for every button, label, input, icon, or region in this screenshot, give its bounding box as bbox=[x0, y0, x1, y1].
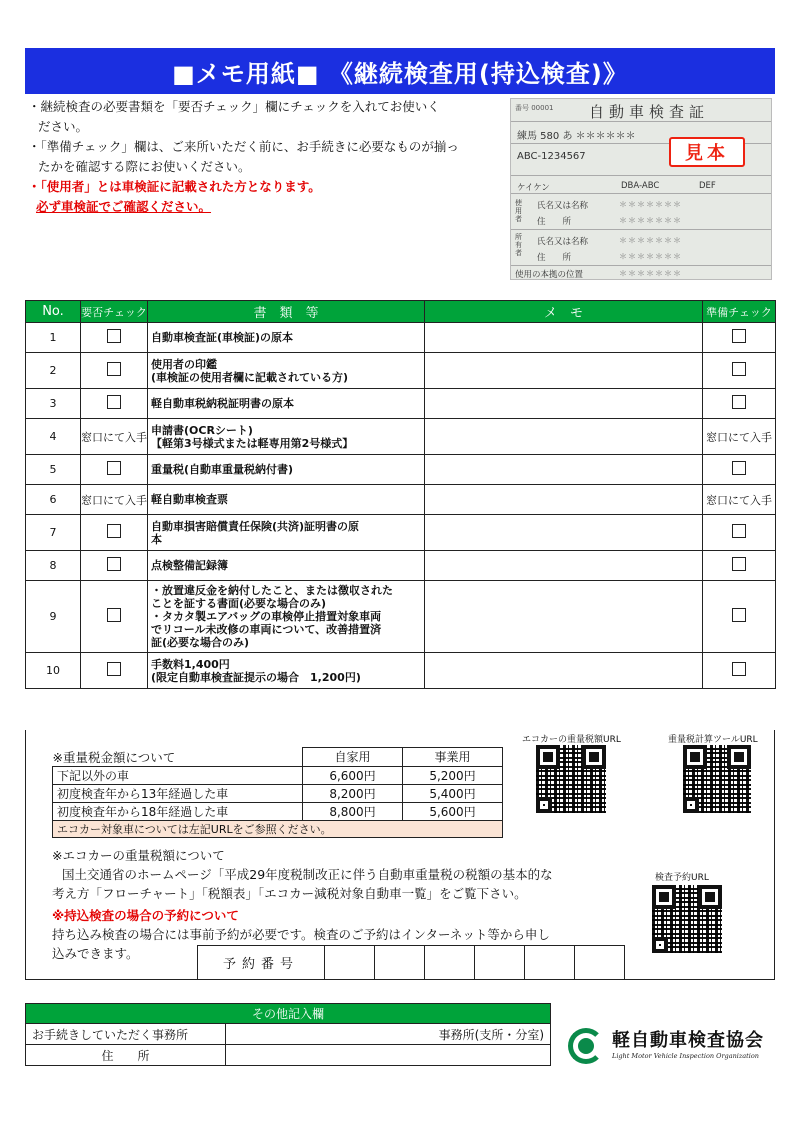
tax-private: 6,600円 bbox=[303, 766, 403, 784]
address-label: 住 所 bbox=[26, 1045, 226, 1066]
need-check-cell bbox=[81, 653, 148, 689]
document-name: 軽自動車税納税証明書の原本 bbox=[148, 389, 425, 419]
need-check-checkbox[interactable] bbox=[107, 662, 121, 676]
col-memo: メ モ bbox=[425, 301, 703, 323]
calc-qr-label: 重量税計算ツールURL bbox=[668, 735, 758, 745]
tax-col-business: 事業用 bbox=[403, 748, 503, 767]
sample-stars: ＊＊＊＊＊＊＊ bbox=[619, 269, 682, 278]
reserve-heading: ※持込検査の場合の予約について bbox=[52, 908, 239, 923]
instruction-4: 必ず車検証でご確認ください。 bbox=[36, 199, 212, 214]
document-name: 軽自動車検査票 bbox=[148, 485, 425, 515]
need-check-checkbox[interactable] bbox=[107, 461, 121, 475]
sample-plate: 練馬 580 あ ＊＊＊＊＊＊ bbox=[517, 131, 636, 142]
organization-name: 軽自動車検査協会 bbox=[612, 1030, 764, 1051]
col-prep-check: 準備チェック bbox=[703, 301, 776, 323]
document-name: 自動車損害賠償責任保険(共済)証明書の原 本 bbox=[148, 515, 425, 551]
tax-heading: ※重量税金額について bbox=[52, 749, 176, 765]
reservation-number-label: 予約番号 bbox=[222, 957, 299, 972]
reserve-qr-code[interactable] bbox=[652, 885, 722, 953]
memo-cell[interactable] bbox=[425, 581, 703, 653]
sample-user-label: 使用者 bbox=[515, 199, 522, 223]
tax-row-label: 初度検査年から18年経過した車 bbox=[53, 802, 303, 820]
address-field[interactable] bbox=[226, 1045, 551, 1066]
memo-cell[interactable] bbox=[425, 323, 703, 353]
sample-stars: ＊＊＊＊＊＊＊ bbox=[619, 216, 682, 225]
checklist-row bbox=[26, 389, 776, 419]
tax-private: 8,800円 bbox=[303, 802, 403, 820]
row-number: 9 bbox=[26, 581, 81, 653]
memo-cell[interactable] bbox=[425, 485, 703, 515]
prep-check-cell bbox=[703, 323, 776, 353]
sample-stars: ＊＊＊＊＊＊＊ bbox=[619, 252, 682, 261]
col-no: No. bbox=[26, 301, 81, 323]
instructions bbox=[28, 97, 498, 217]
prep-check-checkbox[interactable] bbox=[732, 461, 746, 475]
row-number: 4 bbox=[26, 419, 81, 455]
branch-label[interactable]: 事務所(支所・分室) bbox=[226, 1024, 551, 1045]
need-check-note: 窓口にて入手 bbox=[81, 419, 148, 455]
document-name: ・放置違反金を納付したこと、または徴収された ことを証する書面(必要な場合のみ) ・タカタ製エアバッグの車検停止措置対象車両 でリコール未改修の車両について、改善措置済 証(必要な場合のみ) bbox=[148, 581, 425, 653]
prep-check-note: 窓口にて入手 bbox=[703, 419, 776, 455]
checklist-row bbox=[26, 323, 776, 353]
sample-user-name-label: 氏名又は名称 bbox=[537, 201, 589, 211]
tax-row-label: 初度検査年から13年経過した車 bbox=[53, 784, 303, 802]
tax-row-label: 下記以外の車 bbox=[53, 766, 303, 784]
sample-chassis: ABC-1234567 bbox=[517, 151, 586, 162]
prep-check-cell bbox=[703, 653, 776, 689]
other-header: その他記入欄 bbox=[26, 1004, 551, 1024]
prep-check-cell bbox=[703, 551, 776, 581]
memo-cell[interactable] bbox=[425, 353, 703, 389]
instruction-1: ・継続検査の必要書類を「要否チェック」欄にチェックを入れてお使いく bbox=[28, 99, 440, 114]
prep-check-cell bbox=[703, 389, 776, 419]
eco-text-1: 国土交通省のホームページ「平成29年度税制改正に伴う自動車重量税の税額の基本的な bbox=[62, 867, 553, 882]
checklist-row bbox=[26, 455, 776, 485]
document-name: 申請書(OCRシート) 【軽第3号様式または軽専用第2号様式】 bbox=[148, 419, 425, 455]
need-check-checkbox[interactable] bbox=[107, 362, 121, 376]
row-number: 5 bbox=[26, 455, 81, 485]
sample-owner-address-label: 住 所 bbox=[537, 253, 572, 263]
sample-stars: ＊＊＊＊＊＊＊ bbox=[619, 200, 682, 209]
reserve-text-1: 持ち込み検査の場合には事前予約が必要です。検査のご予約はインターネット等から申し bbox=[52, 927, 550, 942]
reservation-digit-cell[interactable] bbox=[524, 946, 574, 979]
col-need-check: 要否チェック bbox=[81, 301, 148, 323]
prep-check-checkbox[interactable] bbox=[732, 362, 746, 376]
sample-user-address-label: 住 所 bbox=[537, 217, 572, 227]
prep-check-note: 窓口にて入手 bbox=[703, 485, 776, 515]
row-number: 1 bbox=[26, 323, 81, 353]
sample-title: 自動車検査証 bbox=[589, 103, 710, 121]
eco-qr-label: エコカーの重量税額URL bbox=[522, 735, 621, 745]
prep-check-cell bbox=[703, 581, 776, 653]
sample-engine: DEF bbox=[699, 181, 716, 191]
organization-logo bbox=[568, 1022, 778, 1072]
sample-type-code: DBA-ABC bbox=[621, 181, 660, 191]
col-documents: 書 類 等 bbox=[148, 301, 425, 323]
reservation-number-box[interactable] bbox=[197, 945, 625, 980]
row-number: 8 bbox=[26, 551, 81, 581]
prep-check-checkbox[interactable] bbox=[732, 329, 746, 343]
tax-private: 8,200円 bbox=[303, 784, 403, 802]
eco-text-2: 考え方「フローチャート」「税額表」「エコカー減税対象自動車一覧」をご覧下さい。 bbox=[52, 886, 527, 901]
sample-model: ケイケン bbox=[517, 183, 550, 193]
need-check-cell bbox=[81, 389, 148, 419]
prep-check-checkbox[interactable] bbox=[732, 395, 746, 409]
other-notes-table bbox=[25, 1003, 551, 1066]
checklist-row bbox=[26, 485, 776, 515]
checklist-row bbox=[26, 419, 776, 455]
sample-number: 番号 00001 bbox=[515, 104, 554, 112]
checklist-row bbox=[26, 551, 776, 581]
document-name: 点検整備記録簿 bbox=[148, 551, 425, 581]
need-check-cell bbox=[81, 581, 148, 653]
sample-base-label: 使用の本拠の位置 bbox=[515, 270, 584, 280]
prep-check-cell bbox=[703, 455, 776, 485]
office-label: お手続きしていただく事務所 bbox=[26, 1024, 226, 1045]
memo-cell[interactable] bbox=[425, 389, 703, 419]
need-check-cell bbox=[81, 455, 148, 485]
prep-check-cell bbox=[703, 515, 776, 551]
sample-owner-label: 所有者 bbox=[515, 233, 522, 257]
reservation-digit-cell[interactable] bbox=[424, 946, 474, 979]
row-number: 3 bbox=[26, 389, 81, 419]
need-check-cell bbox=[81, 551, 148, 581]
prep-check-checkbox[interactable] bbox=[732, 557, 746, 571]
prep-check-checkbox[interactable] bbox=[732, 608, 746, 622]
need-check-checkbox[interactable] bbox=[107, 557, 121, 571]
tax-business: 5,400円 bbox=[403, 784, 503, 802]
prep-check-checkbox[interactable] bbox=[732, 524, 746, 538]
document-name: 重量税(自動車重量税納付書) bbox=[148, 455, 425, 485]
prep-check-cell bbox=[703, 353, 776, 389]
prep-check-checkbox[interactable] bbox=[732, 662, 746, 676]
row-number: 7 bbox=[26, 515, 81, 551]
instruction-3: ・「使用者」とは車検証に記載された方となります。 bbox=[28, 179, 321, 194]
sample-owner-name-label: 氏名又は名称 bbox=[537, 237, 589, 247]
document-name: 手数料1,400円 (限定自動車検査証提示の場合 1,200円) bbox=[148, 653, 425, 689]
need-check-cell bbox=[81, 353, 148, 389]
reservation-digit-cell[interactable] bbox=[324, 946, 374, 979]
memo-cell[interactable] bbox=[425, 419, 703, 455]
row-number: 10 bbox=[26, 653, 81, 689]
tax-col-private: 自家用 bbox=[303, 748, 403, 767]
sample-stamp: 見本 bbox=[669, 137, 745, 167]
organization-subtitle: Light Motor Vehicle Inspection Organization bbox=[612, 1052, 759, 1060]
memo-cell[interactable] bbox=[425, 653, 703, 689]
document-name: 使用者の印鑑 (車検証の使用者欄に記載されている方) bbox=[148, 353, 425, 389]
logo-mark-center-icon bbox=[578, 1038, 594, 1054]
reserve-qr-label: 検査予約URL bbox=[655, 873, 709, 883]
memo-cell[interactable] bbox=[425, 551, 703, 581]
instruction-2: ・「準備チェック」欄は、ご来所いただく前に、お手続きに必要なものが揃っ bbox=[28, 139, 459, 154]
sample-stars: ＊＊＊＊＊＊＊ bbox=[619, 236, 682, 245]
checklist-row bbox=[26, 653, 776, 689]
need-check-checkbox[interactable] bbox=[107, 524, 121, 538]
eco-heading: ※エコカーの重量税額について bbox=[52, 848, 225, 863]
need-check-checkbox[interactable] bbox=[107, 608, 121, 622]
sample-certificate bbox=[510, 98, 772, 280]
tax-business: 5,200円 bbox=[403, 766, 503, 784]
tax-table bbox=[52, 747, 503, 838]
memo-cell[interactable] bbox=[425, 455, 703, 485]
need-check-cell bbox=[81, 323, 148, 353]
page-title: ■メモ用紙■ 《継続検査用(持込検査)》 bbox=[25, 48, 775, 94]
need-check-checkbox[interactable] bbox=[107, 395, 121, 409]
checklist-row bbox=[26, 353, 776, 389]
reservation-digit-cell[interactable] bbox=[574, 946, 624, 979]
checklist-row bbox=[26, 515, 776, 551]
instruction-2b: たかを確認する際にお使いください。 bbox=[38, 159, 251, 174]
need-check-cell bbox=[81, 515, 148, 551]
row-number: 6 bbox=[26, 485, 81, 515]
row-number: 2 bbox=[26, 353, 81, 389]
document-checklist bbox=[25, 300, 776, 689]
eco-qr-code[interactable] bbox=[536, 745, 606, 813]
need-check-note: 窓口にて入手 bbox=[81, 485, 148, 515]
calc-qr-code[interactable] bbox=[683, 745, 751, 813]
reserve-text-2: 込みできます。 bbox=[52, 946, 139, 961]
reservation-digit-cell[interactable] bbox=[374, 946, 424, 979]
reservation-digit-cell[interactable] bbox=[474, 946, 524, 979]
document-name: 自動車検査証(車検証)の原本 bbox=[148, 323, 425, 353]
need-check-checkbox[interactable] bbox=[107, 329, 121, 343]
memo-cell[interactable] bbox=[425, 515, 703, 551]
tax-business: 5,600円 bbox=[403, 802, 503, 820]
tax-note: エコカー対象車については左記URLをご参照ください。 bbox=[53, 820, 503, 837]
instruction-1b: ださい。 bbox=[38, 119, 89, 134]
checklist-row bbox=[26, 581, 776, 653]
